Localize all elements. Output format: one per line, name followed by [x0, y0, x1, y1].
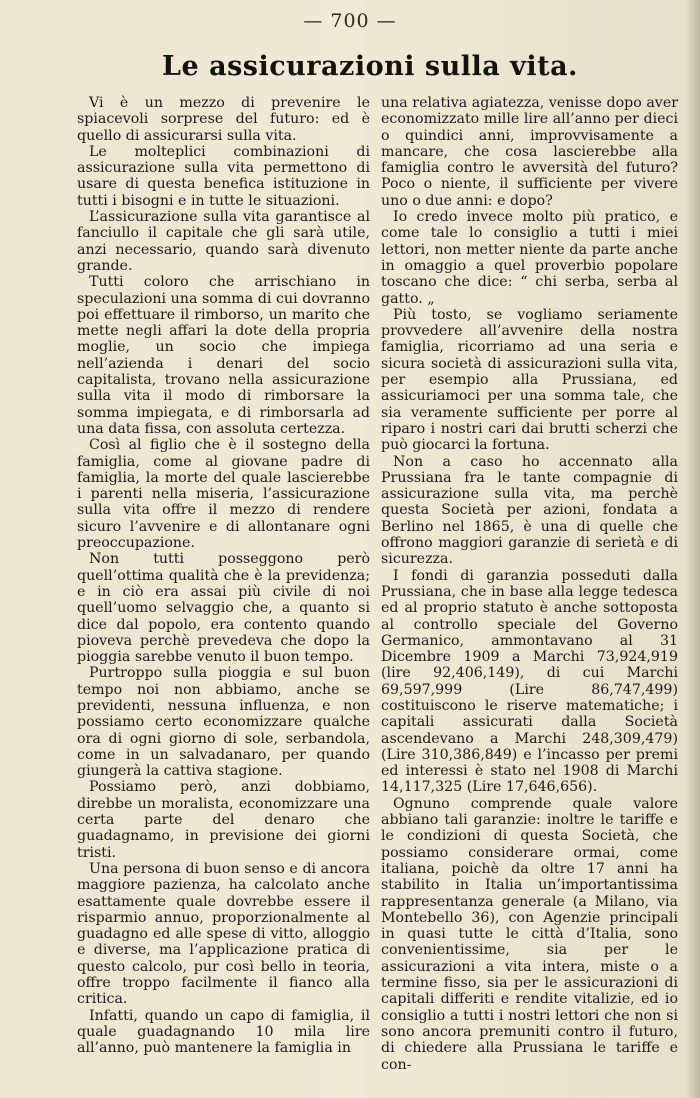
- paragraph: L’assicurazione sulla vita garantisce al fanciullo il capitale che gli sarà utile, anzi necessario, quando sarà divenuto grande.: [77, 209, 370, 274]
- paragraph: Possiamo però, anzi dobbiamo, direbbe un moralista, economizzare una certa parte del denaro che guadagnamo, in previsione dei giorni tristi.: [77, 779, 370, 861]
- paragraph: Purtroppo sulla pioggia e sul buon tempo noi non abbiamo, anche se previdenti, nessuna influenza, e non possiamo certo economizzare qualche ora di ogni giorno di sole, serbandola, come in un salvadanaro, per quando giungerà la cattiva stagione.: [77, 665, 370, 780]
- article-title: Le assicurazioni sulla vita.: [162, 51, 578, 82]
- paragraph: Le molteplici combinazioni di assicurazione sulla vita permettono di usare di questa benefica istituzione in tutti i bisogni e in tutte le situazioni.: [77, 143, 370, 209]
- paragraph: Più tosto, se vogliamo seriamente provvedere all’avvenire della nostra famiglia, ricorriamo ad una seria e sicura società di assicurazioni sulla vita, per esempio alla Prussiana, ed assicuriamoci per una somma tale, che sia veramente sufficiente per porre al riparo i nostri cari dai brutti scherzi che può giocarci la fortuna.: [381, 306, 678, 454]
- paragraph: Una persona di buon senso e di ancora maggiore pazienza, ha calcolato anche esattamente quale dovrebbe essere il risparmio annuo, proporzionalmente al guadagno ed alle spese di vitto, alloggio e diverse, ma l’applicazione pratica di questo calcolo, pur così bello in teoria, offre troppo facilmente il fianco alla critica.: [77, 860, 370, 1008]
- paragraph: I fondi di garanzia posseduti dalla Prussiana, che in base alla legge tedesca ed al proprio statuto è anche sottoposta al controllo speciale del Governo Germanico, ammontavano al 31 Dicembre 1909 a Marchi 73,924,919 (lire 92,406,149), di cui Marchi 69,597,999 (Lire 86,747,499) costituiscono le riserve matematiche; i capitali assicurati dalla Società ascendevano a Marchi 248,309,479) (Lire 310,386,849) e l’incasso per premi ed interessi è stato nel 1908 di Marchi 14,117,325 (Lire 17,646,656).: [381, 567, 678, 796]
- paragraph: Non tutti posseggono però quell’ottima qualità che è la previdenza; e in ciò era assai più civile di noi quell’uomo selvaggio che, a quanto si dice dal popolo, era contento quando pioveva perchè prevedeva che dopo la pioggia sarebbe venuto il buon tempo.: [77, 551, 370, 666]
- paragraph: Tutti coloro che arrischiano in speculazioni una somma di cui dovranno poi effettuare il rimborso, un marito che mette negli affari la dote della propria moglie, un socio che impiega nell’azienda i denari del socio capitalista, trovano nella assicurazione sulla vita il modo di rimborsare la somma impiegata, e di rimborsarla ad una data fissa, con assoluta certezza.: [77, 274, 370, 437]
- paragraph: Vi è un mezzo di prevenire le spiacevoli sorprese del futuro: ed è quello di assicurarsi sulla vita.: [77, 95, 370, 144]
- paragraph: Non a caso ho accennato alla Prussiana fra le tante compagnie di assicurazione sulla vita, ma perchè questa Società per azioni, fondata a Berlino nel 1865, è una di quelle che offrono maggiori garanzie di serietà e di sicurezza.: [381, 453, 678, 568]
- left-column: [77, 95, 370, 1057]
- page-number: — 700 —: [303, 10, 397, 32]
- paragraph-continuation: una relativa agiatezza, venisse dopo aver economizzato mille lire all’anno per dieci o quindici anni, improvvisamente a mancare, che cosa lascierebbe alla famiglia contro le avversità del futuro? Poco o niente, il sufficiente per vivere uno o due anni: e dopo?: [381, 95, 678, 209]
- paragraph: Ognuno comprende quale valore abbiano tali garanzie: inoltre le tariffe e le condizioni di questa Società, che possiamo considerare ormai, come italiana, poichè da oltre 17 anni ha stabilito in Italia un’importantissima rappresentanza generale (a Milano, via Montebello 36), con Agenzie principali in quasi tutte le città d’Italia, sono convenientissime, sia per le assicurazioni a vita intera, miste o a termine fisso, sia per le assicurazioni di capitali differiti e rendite vitalizie, ed io consiglio a tutti i nostri lettori che non si sono ancora premuniti contro il futuro, di chiedere alla Prussiana le tariffe e con-: [381, 795, 678, 1073]
- paragraph: Infatti, quando un capo di famiglia, il quale guadagnando 10 mila lire all’anno, può mantenere la famiglia in: [77, 1007, 370, 1057]
- paragraph: Così al figlio che è il sostegno della famiglia, come al giovane padre di famiglia, la morte del quale lascierebbe i parenti nella miseria, l’assicurazione sulla vita offre il mezzo di rendere sicuro l’avvenire e di allontanare ogni preoccupazione.: [77, 437, 370, 552]
- right-column: [381, 95, 678, 1073]
- paragraph: Io credo invece molto più pratico, e come tale lo consiglio a tutti i miei lettori, non metter niente da parte anche in omaggio a quel proverbio popolare toscano che dice: “ chi serba, serba al gatto. „: [381, 209, 678, 307]
- page-edge-shadow: [686, 0, 700, 1098]
